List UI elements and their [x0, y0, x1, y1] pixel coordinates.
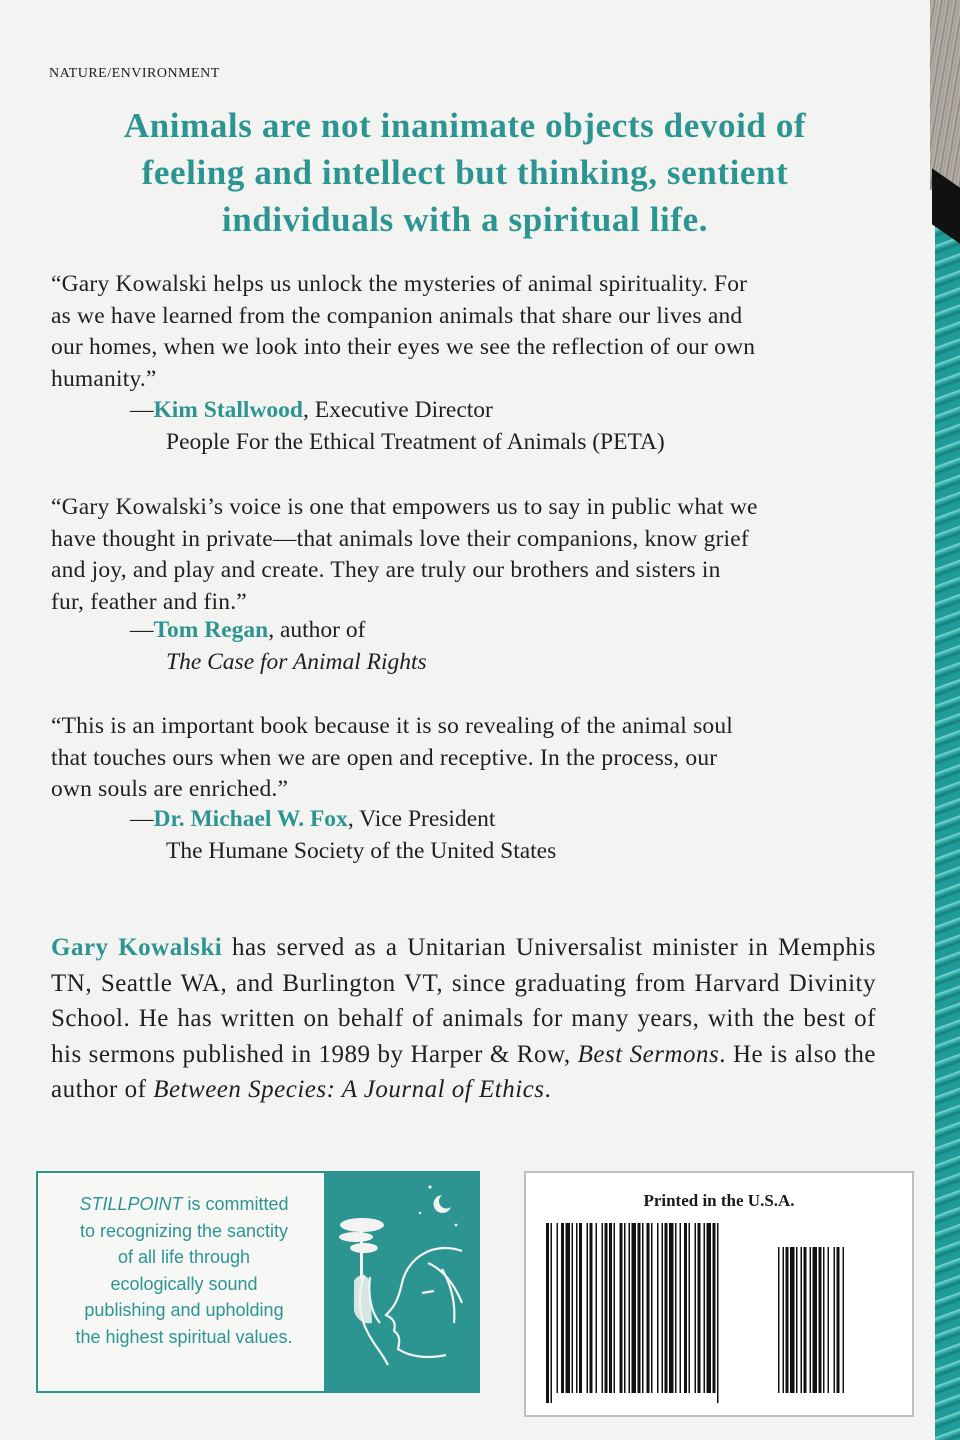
- quote-line: “This is an important book because it is so revealing of the animal soul: [51, 713, 734, 739]
- blurb-attribution-2: [130, 615, 365, 647]
- headline-line: Animals are not inanimate objects devoid of: [123, 106, 807, 145]
- attribution-org: The Humane Society of the United States: [166, 838, 557, 864]
- figure-with-tree-illustration: [324, 1173, 478, 1391]
- hands-icon: [354, 1275, 372, 1323]
- blurb-attribution-1: [130, 395, 493, 427]
- blurb-quote-1: [51, 269, 881, 395]
- publisher-statement: [46, 1191, 322, 1350]
- headline-line: feeling and intellect but thinking, sentient: [141, 153, 789, 192]
- statement-line: publishing and upholding: [84, 1300, 284, 1320]
- attribution-name: Tom Regan: [153, 617, 269, 643]
- statement-line: to recognizing the sanctity: [79, 1220, 289, 1241]
- category-label: NATURE/ENVIRONMENT: [49, 66, 220, 81]
- statement-line: of all life through: [117, 1247, 251, 1267]
- em-dash: —: [130, 397, 154, 423]
- blurb-quote-2: [51, 492, 881, 618]
- author-name: Gary Kowalski: [51, 934, 223, 961]
- moon-icon: [434, 1195, 451, 1213]
- bio-text: .: [544, 1076, 552, 1103]
- star-icon: [419, 1212, 421, 1214]
- blurb-quote-3: [51, 711, 881, 806]
- author-bio: [51, 930, 876, 1108]
- blurb-attribution-3: [130, 804, 495, 836]
- quote-line: own souls are enriched.”: [51, 776, 289, 802]
- attribution-role: , Executive Director: [303, 397, 493, 423]
- statement-line: the highest spiritual values.: [75, 1326, 293, 1347]
- star-icon: [428, 1185, 431, 1188]
- attribution-book-title: The Case for Animal Rights: [166, 649, 427, 675]
- barcode-box: [524, 1171, 914, 1417]
- attribution-name: Kim Stallwood: [153, 397, 304, 423]
- printed-in-label: Printed in the U.S.A.: [643, 1191, 795, 1210]
- quote-line: humanity.”: [51, 365, 157, 392]
- barcode-bars: [546, 1223, 844, 1403]
- bio-text: has served as a Unitarian Universalist minister in Memphis TN, Seattle WA, and Burlington VT, since graduating from Harvard Divinity School. He has written on behalf of animals for many years, with the best of his sermons published in 1989 by Harper & Row,: [51, 934, 876, 1068]
- tree-icon: [339, 1218, 384, 1279]
- publisher-brand: STILLPOINT: [79, 1194, 183, 1214]
- publisher-statement-box: [36, 1171, 480, 1393]
- quote-line: as we have learned from the companion animals that share our lives and: [51, 302, 743, 329]
- attribution-org: People For the Ethical Treatment of Animals (PETA): [166, 429, 665, 455]
- publisher-logo-art: [324, 1173, 478, 1391]
- statement-line: [46, 1191, 322, 1218]
- headline-line: individuals with a spiritual life.: [221, 200, 709, 239]
- barcode-icon: [546, 1223, 892, 1403]
- face-profile-icon: [360, 1248, 462, 1365]
- bio-text: . He is also the author of: [51, 1040, 876, 1103]
- bio-book-title: Best Sermons: [577, 1040, 720, 1068]
- bio-journal-title: Between Species: A Journal of Ethics: [153, 1076, 545, 1103]
- em-dash: —: [130, 806, 154, 832]
- quote-line: our homes, when we look into their eyes we see the reflection of our own: [51, 334, 756, 360]
- statement-line: ecologically sound: [110, 1273, 258, 1294]
- quote-line: “Gary Kowalski’s voice is one that empowers us to say in public what we: [51, 494, 758, 520]
- quote-line: and joy, and play and create. They are truly our brothers and sisters in: [51, 557, 721, 583]
- star-icon: [455, 1224, 458, 1227]
- quote-line: “Gary Kowalski helps us unlock the mysteries of animal spirituality. For: [51, 271, 748, 297]
- em-dash: —: [130, 617, 154, 643]
- attribution-role: , Vice President: [347, 806, 496, 832]
- attribution-role: , author of: [268, 617, 366, 643]
- quote-line: have thought in private—that animals love their companions, know grief: [51, 525, 749, 552]
- headline: [40, 102, 890, 243]
- statement-text: is committed: [182, 1194, 289, 1214]
- spine-texture: [930, 0, 960, 190]
- attribution-name: Dr. Michael W. Fox: [153, 806, 348, 832]
- quote-line: fur, feather and fin.”: [51, 588, 247, 615]
- quote-line: that touches ours when we are open and receptive. In the process, our: [51, 744, 718, 771]
